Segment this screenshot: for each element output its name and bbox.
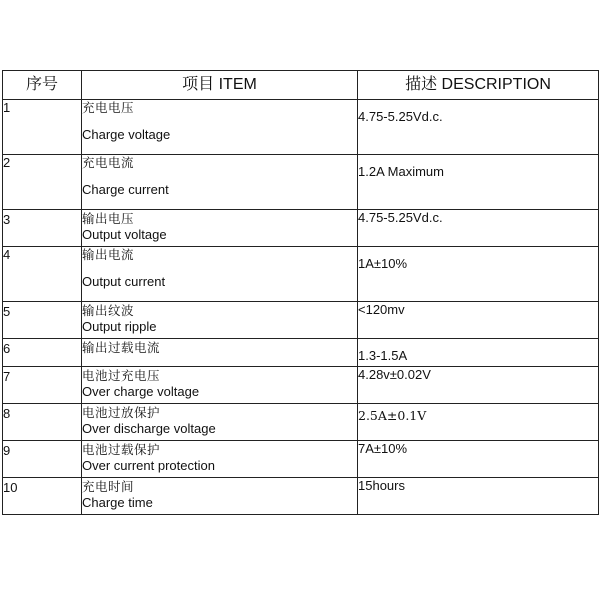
item-chinese: 输出纹波: [82, 303, 135, 318]
row-item: [82, 404, 358, 441]
table-body: [3, 100, 599, 515]
row-number: 10: [3, 478, 82, 515]
item-english: Output current: [82, 274, 166, 289]
table-row: [3, 441, 599, 478]
row-number: 6: [3, 339, 82, 367]
table-row: [3, 302, 599, 339]
row-number: 9: [3, 441, 82, 478]
item-chinese: 输出电流: [82, 247, 135, 262]
row-item: [82, 367, 358, 404]
item-english: Over discharge voltage: [82, 421, 216, 436]
row-description: 15hours: [358, 478, 599, 515]
spec-table: [2, 70, 599, 515]
table-row: [3, 155, 599, 210]
item-chinese: 充电电压: [82, 100, 135, 115]
header-description: 描述 DESCRIPTION: [358, 71, 599, 100]
item-english: Charge time: [82, 495, 153, 510]
row-item: [82, 302, 358, 339]
row-description: <120mv: [358, 302, 599, 339]
item-english: Output ripple: [82, 319, 157, 334]
table-row: [3, 367, 599, 404]
row-number: 3: [3, 210, 82, 247]
row-description: 1A±10%: [358, 247, 599, 302]
item-chinese: 充电时间: [82, 479, 135, 494]
row-item: [82, 339, 358, 367]
table-row: [3, 100, 599, 155]
row-item: [82, 210, 358, 247]
row-number: 1: [3, 100, 82, 155]
row-number: 8: [3, 404, 82, 441]
item-chinese: 输出过载电流: [82, 340, 161, 355]
row-number: 7: [3, 367, 82, 404]
table-row: [3, 339, 599, 367]
header-no: 序号: [3, 71, 82, 100]
item-chinese: 电池过放保护: [82, 405, 161, 420]
item-chinese: 电池过载保护: [82, 442, 161, 457]
row-number: 4: [3, 247, 82, 302]
row-description: 4.28v±0.02V: [358, 367, 599, 404]
table-row: [3, 247, 599, 302]
item-english: Over current protection: [82, 458, 215, 473]
row-description: 2.5A±0.1V: [358, 404, 599, 441]
item-english: Charge current: [82, 182, 169, 197]
table-row: [3, 478, 599, 515]
row-description: 1.3-1.5A: [358, 339, 599, 367]
row-number: 2: [3, 155, 82, 210]
row-item: [82, 478, 358, 515]
row-description: 1.2A Maximum: [358, 155, 599, 210]
row-item: [82, 155, 358, 210]
row-description: 4.75-5.25Vd.c.: [358, 100, 599, 155]
table-row: [3, 404, 599, 441]
row-description: 4.75-5.25Vd.c.: [358, 210, 599, 247]
item-english: Charge voltage: [82, 127, 171, 142]
header-row: [3, 71, 599, 100]
row-number: 5: [3, 302, 82, 339]
table-header: [3, 71, 599, 100]
row-item: [82, 247, 358, 302]
row-item: [82, 441, 358, 478]
item-english: Over charge voltage: [82, 384, 200, 399]
item-chinese: 输出电压: [82, 211, 135, 226]
item-chinese: 充电电流: [82, 155, 135, 170]
header-item: 项目 ITEM: [82, 71, 358, 100]
item-english: Output voltage: [82, 227, 167, 242]
item-chinese: 电池过充电压: [82, 368, 161, 383]
row-description: 7A±10%: [358, 441, 599, 478]
table-row: [3, 210, 599, 247]
row-item: [82, 100, 358, 155]
